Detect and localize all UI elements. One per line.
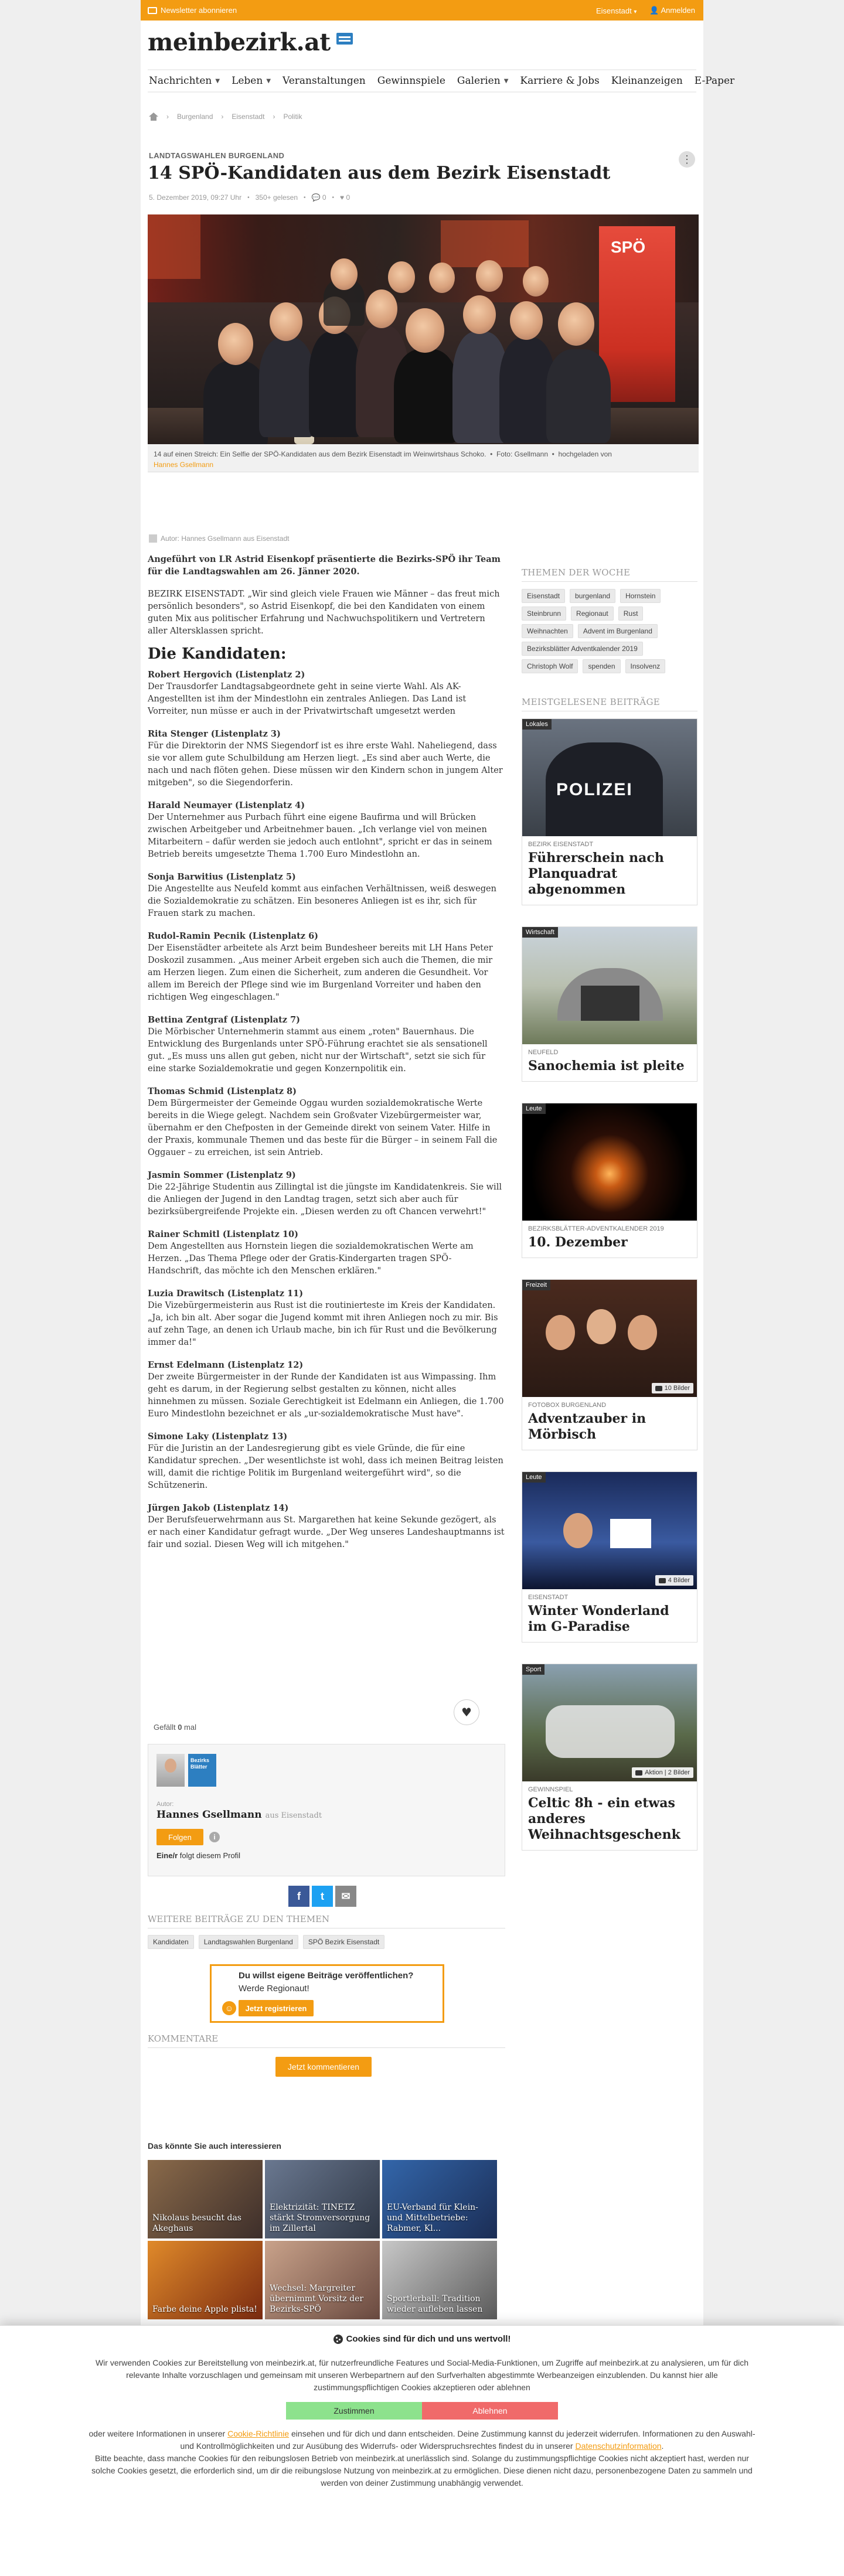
candidate-name: Bettina Zentgraf (Listenplatz 7) (148, 1015, 301, 1025)
cookie-text: Wir verwenden Cookies zur Bereitstellung von meinbezirk.at, für nutzerfreundliche Features und Social-Media-Funktionen, um Zugriffe auf meinbezirk.at zu analysieren, um für dich relevante Inhalte vorzuschlagen und gemeinsam mit unseren Werbepartnern auf den Surfverhalten abgestimmte Werbeanzeigen einzublenden. Du kannst hier alle zustimmungspflichtigen Cookies akzeptieren oder ablehnen (95, 2358, 749, 2392)
nav-item[interactable]: Nachrichten ▼ (149, 75, 220, 87)
comments-heading: KOMMENTARE (148, 2033, 505, 2048)
hero-image[interactable] (148, 214, 699, 444)
logo-badge-icon (336, 33, 353, 45)
promo-question: Du willst eigene Beiträge veröffentlichen? (239, 1971, 414, 1981)
breadcrumb-item[interactable]: Burgenland (177, 113, 213, 121)
likes-text: Gefällt 0 mal (154, 1723, 196, 1732)
candidate-name: Harald Neumayer (Listenplatz 4) (148, 800, 305, 810)
theme-tag[interactable]: Insolvenz (625, 659, 666, 673)
uploader-link[interactable]: Hannes Gsellmann (154, 461, 214, 469)
candidate-text: Dem Angestellten aus Hornstein liegen die sozialdemokratischen Werte am Herzen. „Das Thema Pflege oder der Gratis-Kindergarten tragen SPÖ-Handschrift, das möchte ich den Menschen erklären." (148, 1242, 474, 1276)
candidate-name: Robert Hergovich (Listenplatz 2) (148, 670, 305, 680)
candidate-name: Simone Laky (Listenplatz 13) (148, 1432, 288, 1442)
theme-tag[interactable]: Advent im Burgenland (578, 624, 658, 638)
follow-button[interactable]: Folgen (156, 1829, 203, 1845)
smiley-icon: ☺ (222, 2001, 236, 2015)
card-kicker: FOTOBOX BURGENLAND (528, 1402, 607, 1409)
article-section[interactable]: LANDTAGSWAHLEN BURGENLAND (149, 151, 285, 160)
candidate-name: Jasmin Sommer (Listenplatz 9) (148, 1170, 296, 1180)
bezirksblaetter-logo: Bezirks Blätter (188, 1754, 216, 1787)
theme-tag[interactable]: Rust (618, 606, 644, 621)
theme-tag[interactable]: Eisenstadt (522, 589, 565, 603)
cookie-policy-link[interactable]: Cookie-Richtlinie (227, 2429, 290, 2438)
card-title: Winter Wonderland im G-Paradise (528, 1603, 669, 1634)
logo[interactable] (148, 28, 353, 56)
themes-tags (522, 589, 697, 673)
breadcrumb-item[interactable]: Eisenstadt (232, 113, 265, 121)
mail-icon (148, 7, 157, 14)
most-read-heading: MEISTGELESENE BEITRÄGE (522, 697, 697, 711)
card-kicker: EISENSTADT (528, 1594, 569, 1601)
candidate-item (148, 1430, 505, 1492)
article-intro: BEZIRK EISENSTADT. „Wir sind gleich viele Frauen wie Männer – das freut mich persönlich besonders", so Astrid Eisenkopf, die bei den Kandidaten von einem guten Mix aus politischer Erfahrung und Nachwuchspolitikern und Vertretern aller Altersklassen spricht. (148, 590, 500, 636)
caret-down-icon: ▼ (266, 77, 271, 84)
interest-tile[interactable]: EU-Verband für Klein- und Mittelbetriebe: Rabmer, Kl... (382, 2160, 497, 2238)
candidate-item (148, 728, 505, 789)
share-buttons (288, 1886, 356, 1907)
interest-grid (148, 2160, 499, 2319)
candidate-text: Die 22-Jährige Studentin aus Zillingtal ist die jüngste im Kandidatenkreis. Sie will die Anliegen der Jugend in den Landtag tragen, setzt sich aber auch für bezirksübergreifende Projekte ein. „Diesen werden zu oft Chancen verwehrt!" (148, 1183, 502, 1217)
candidate-text: Die Vizebürgermeisterin aus Rust ist die routinierteste im Kreis der Kandidaten. „Ja, ich bin alt. Aber sogar die Jugend kommt mit ihren Anliegen noch zu mir. Bis auf zehn Tage, an denen ich Urlaub mache, bin ich für Rust und die Bevölkerung immer da!" (148, 1301, 498, 1347)
themes-heading: THEMEN DER WOCHE (522, 567, 697, 582)
main-nav (148, 69, 735, 93)
card-category: Freizeit (522, 1280, 550, 1290)
candidate-text: Der Berufsfeuerwehrmann aus St. Margarethen hat keine Sekunde gezögert, als er nach einer Kandidatur gefragt wurde. „Der Weg unseres Landeshauptmanns ist fair und sozial. Diesen Weg will ich mitgehen." (148, 1515, 505, 1549)
theme-tag[interactable]: Hornstein (620, 589, 661, 603)
card-kicker: GEWINNSPIEL (528, 1786, 573, 1793)
author-avatar-icon (149, 534, 157, 543)
theme-tag[interactable]: Bezirksblätter Adventkalender 2019 (522, 642, 643, 656)
breadcrumb: › Burgenland › Eisenstadt › Politik (149, 113, 302, 121)
interest-heading: Das könnte Sie auch interessieren (148, 2141, 281, 2151)
camera-icon (655, 1386, 662, 1391)
login-link[interactable]: 👤 Anmelden (649, 6, 695, 15)
info-icon[interactable]: i (209, 1832, 220, 1842)
candidate-text: Für die Direktorin der NMS Siegendorf ist es ihre erste Wahl. Naheliegend, dass sie vor allem gute Schulbildung am Herzen liegt. „Es sind aber auch Werte, die nach und nach flöten gehen. Diese müssen wir den Kindern schon in jungem Alter mitgeben", so die Siegendorferin. (148, 741, 503, 788)
hero-banner-text: SPÖ (611, 238, 646, 256)
twitter-icon[interactable]: t (312, 1886, 333, 1907)
police-sign: POLIZEI (556, 780, 633, 799)
cookie-banner (0, 2325, 844, 2576)
regionaut-promo (210, 1964, 444, 2023)
candidate-item (148, 799, 505, 861)
article-lead: Angeführt von LR Astrid Eisenkopf präsentierte die Bezirks-SPÖ ihr Team für die Landtagswahlen am 26. Jänner 2020. (148, 554, 501, 577)
home-icon[interactable] (149, 113, 158, 121)
cookie-title: Cookies sind für dich und uns wertvoll! (0, 2334, 844, 2344)
card-category: Sport (522, 1664, 544, 1675)
avatar[interactable] (156, 1754, 185, 1787)
register-button[interactable]: Jetzt registrieren (239, 2000, 314, 2016)
camera-icon (659, 1578, 666, 1583)
logo-text: meinbezirk.at (148, 28, 331, 56)
caret-down-icon: ▾ (634, 8, 637, 15)
theme-tag[interactable]: Weihnachten (522, 624, 573, 638)
card-kicker: BEZIRK EISENSTADT (528, 841, 594, 848)
page (141, 0, 735, 2576)
cookie-icon (333, 2335, 343, 2344)
photo-count: 10 Bilder (652, 1383, 693, 1393)
facebook-icon[interactable]: f (288, 1886, 309, 1907)
candidate-item (148, 1502, 505, 1551)
candidate-text: Der Eisenstädter arbeitete als Arzt beim Bundesheer bereits mit LH Hans Peter Doskozil zusammen. „Aus meiner Arbeit ergeben sich auch die Themen, die mir am Herzen liegen. Zum einen die Sicherheit, zum anderen die Gesundheit. Vor allem im Bereich der Pflege sind wie im Burgenland Vorreiter und haben den richtigen Weg eingeschlagen." (148, 943, 493, 1002)
card-title: 10. Dezember (528, 1235, 628, 1250)
candidate-text: Für die Juristin an der Landesregierung gibt es viele Gründe, die für eine Kandidatur sprechen. „Der wesentlichste ist wohl, dass ich meinen Beitrag leisten will, damit die richtige Politik im Burgenland weitergeführt wird", so die Schützenerin. (148, 1444, 503, 1490)
candidate-item (148, 930, 505, 1004)
privacy-link[interactable]: Datenschutzinformation (575, 2441, 662, 2451)
most-read-card[interactable] (522, 1664, 697, 1851)
author-line[interactable]: Autor: Hannes Gsellmann aus Eisenstadt (149, 534, 289, 543)
comment-count[interactable]: 💬 0 (311, 193, 326, 202)
article-meta: 5. Dezember 2019, 09:27 Uhr • 350+ gelesen • 💬 0 • ♥ 0 (149, 193, 350, 202)
author-name[interactable]: Hannes Gsellmann aus Eisenstadt (156, 1809, 322, 1821)
theme-tag[interactable]: Steinbrunn (522, 606, 566, 621)
cookie-reject-button[interactable]: Ablehnen (422, 2402, 558, 2420)
candidate-name: Jürgen Jakob (Listenplatz 14) (148, 1503, 289, 1513)
card-category: Lokales (522, 719, 552, 730)
candidate-name: Rudol-Ramin Pecnik (Listenplatz 6) (148, 931, 319, 941)
nav-item[interactable]: Karriere & Jobs (520, 75, 600, 87)
candidate-text: Die Angestellte aus Neufeld kommt aus einfachen Verhältnissen, weiß deswegen die Sozialdemokratie zu schätzen. Ein besoneres Anliegen ist es ihr, sich für Frauen stark zu machen. (148, 884, 496, 918)
candidate-name: Luzia Drawitsch (Listenplatz 11) (148, 1289, 304, 1299)
author-box (148, 1744, 505, 1876)
card-category: Leute (522, 1103, 546, 1114)
candidate-text: Der Unternehmer aus Purbach führt eine eigene Baufirma und will Brücken zwischen Arbeitgeber und Arbeitnehmer bauen. „Ich verlange viel von meinen Mitarbeitern – dafür werden sie jedoch auch entlohnt", spricht er das in seinem Betrieb bereits umgesetzte Thema 1.700 Euro Mindestlohn an. (148, 813, 492, 859)
candidate-text: Die Mörbischer Unternehmerin stammt aus einem „roten" Bauernhaus. Die Entwicklung des Burgenlands unter SPÖ-Führung erachtet sie als sensationell gut. „Es muss uns allen gut geben, nicht nur der Wirtschaft", setzt sie sich für eine starke Sozialdemokratie und gegen Konzernpolitik ein. (148, 1027, 488, 1074)
breadcrumb-item[interactable]: Politik (283, 113, 302, 121)
nav-item[interactable]: Gewinnspiele (377, 75, 445, 87)
topic-tag[interactable]: SPÖ Bezirk Eisenstadt (303, 1935, 384, 1949)
card-title: Adventzauber in Mörbisch (528, 1411, 646, 1442)
card-kicker: BEZIRKSBLÄTTER-ADVENTKALENDER 2019 (528, 1225, 664, 1232)
candidate-item (148, 1085, 505, 1159)
candidate-name: Rainer Schmitl (Listenplatz 10) (148, 1229, 298, 1239)
sidebar (522, 567, 697, 1872)
interest-tile[interactable]: Wechsel: Margreiter übernimmt Vorsitz der Bezirks-SPÖ (265, 2241, 380, 2319)
candidate-item (148, 669, 505, 718)
region-selector[interactable]: Eisenstadt ▾ (596, 6, 637, 15)
camera-icon (635, 1770, 642, 1776)
candidate-item (148, 1287, 505, 1349)
card-title: Führerschein nach Planquadrat abgenommen (528, 850, 664, 897)
topic-tag[interactable]: Landtagswahlen Burgenland (199, 1935, 298, 1949)
candidate-item (148, 1359, 505, 1420)
nav-item[interactable]: E-Paper (694, 75, 735, 87)
caret-down-icon: ▼ (215, 77, 220, 84)
interest-tile[interactable]: Nikolaus besucht das Akeghaus (148, 2160, 263, 2238)
card-title: Sanochemia ist pleite (528, 1058, 685, 1074)
nav-item[interactable]: Galerien ▼ (457, 75, 509, 87)
more-topics-tags (148, 1935, 384, 1949)
like-count[interactable]: ♥ 0 (340, 193, 350, 202)
newsletter-label: Newsletter abonnieren (161, 6, 237, 15)
mail-share-icon[interactable]: ✉ (335, 1886, 356, 1907)
candidate-name: Thomas Schmid (Listenplatz 8) (148, 1086, 297, 1096)
candidates-heading: Die Kandidaten: (148, 645, 287, 663)
card-category: Wirtschaft (522, 927, 558, 938)
theme-tag[interactable]: Regionaut (571, 606, 614, 621)
cookie-accept-button[interactable]: Zustimmen (286, 2402, 422, 2420)
candidate-list (148, 669, 505, 1551)
interest-tile[interactable]: Farbe deine Apple plista! (148, 2241, 263, 2319)
cookie-info-text: oder weitere Informationen in unserer Cookie-Richtlinie einsehen und für dich und dann entscheiden. Deine Zustimmung kannst du jederzeit widerrufen. Informationen zu den Auswahl- und Kontrollmöglichkeiten und zur Ausübung des Widerrufs- oder Widerspruchsrechtes findest du in unserer Datenschutzinformation. Bitte beachte, dass manche Cookies für den reibungslosen Betrieb von meinbezirk.at unerlässlich sind. Solange du zustimmungspflichtige Cookies nicht akzeptiert hast, werden nur solche Cookies gesetzt, die erforderlich sind, um dir die reibungslose Nutzung von meinbezirk.at zu ermöglichen. Diese dienen nicht dazu, personenbezogene Daten zu sammeln und werden von deiner Zustimmung unabhängig verwendet. (89, 2429, 755, 2488)
newsletter-link[interactable] (148, 6, 237, 15)
author-label: Autor: (156, 1801, 174, 1808)
theme-tag[interactable]: Christoph Wolf (522, 659, 578, 673)
most-read-card[interactable] (522, 1103, 697, 1258)
article-title: 14 SPÖ-Kandidaten aus dem Bezirk Eisenstadt (148, 163, 611, 183)
most-read-card[interactable] (522, 718, 697, 905)
card-title: Celtic 8h - ein etwas anderes Weihnachtsgeschenk (528, 1795, 680, 1842)
photo-credit: Foto: Gsellmann (496, 450, 548, 458)
more-topics-heading: WEITERE BEITRÄGE ZU DEN THEMEN (148, 1914, 505, 1928)
nav-item[interactable]: Veranstaltungen (283, 75, 366, 87)
caret-down-icon: ▼ (503, 77, 509, 84)
candidate-name: Ernst Edelmann (Listenplatz 12) (148, 1360, 304, 1370)
candidate-text: Dem Bürgermeister der Gemeinde Oggau wurden sozialdemokratische Werte bereits in die Wiege gelegt. Nachdem sein Großvater Vizebürgermeister war, übernahm er den Chefposten in der Gemeinde direkt von seinem Vater. Hilfe in der Praxis, kommunale Themen und das beste für die Bürger – in seinem Fall die Oggauer – zu erreichen, ist sein Antrieb. (148, 1099, 498, 1157)
card-kicker: NEUFELD (528, 1049, 559, 1056)
candidate-text: Der zweite Bürgermeister in der Runde der Kandidaten ist aus Wimpassing. Ihm geht es darum, in der Regierung selbst gestalten zu können, nicht alles hinnehmen zu müssen. Soziale Gerechtigkeit ist Edelmann ein Anliegen, die 1.700 Euro Mindestlohn bezeichnet er als „ur-sozialdemokratische Must have". (148, 1372, 504, 1419)
topic-tag[interactable]: Kandidaten (148, 1935, 194, 1949)
more-options-icon[interactable]: ⋮ (679, 151, 695, 168)
candidate-text: Der Trausdorfer Landtagsabgeordnete geht in seine vierte Wahl. Als AK-Angestellten ist ihm der Mindestlohn ein zentrales Anliegen. Das Land ist Vorreiter, nun müsse er auch in der Privatwirtschaft umgesetzt werden (148, 682, 467, 716)
candidate-item (148, 1228, 505, 1277)
interest-tile[interactable]: Sportlerball: Tradition wieder aufleben lassen (382, 2241, 497, 2319)
most-read-card[interactable] (522, 1471, 697, 1643)
theme-tag[interactable]: spenden (583, 659, 620, 673)
followers-text: Eine/r folgt diesem Profil (156, 1851, 241, 1860)
theme-tag[interactable]: burgenland (570, 589, 615, 603)
most-read-card[interactable] (522, 926, 697, 1082)
read-count: 350+ gelesen (255, 193, 298, 202)
card-category: Leute (522, 1472, 546, 1483)
candidate-item (148, 1014, 505, 1075)
like-button[interactable]: ♥ (454, 1699, 479, 1725)
nav-item[interactable]: Kleinanzeigen (611, 75, 683, 87)
image-caption: 14 auf einen Streich: Ein Selfie der SPÖ-Kandidaten aus dem Bezirk Eisenstadt im Weinwirtshaus Schoko. • Foto: Gsellmann • hochgeladen von Hannes Gsellmann (148, 444, 699, 472)
candidate-name: Sonja Barwitius (Listenplatz 5) (148, 872, 296, 882)
most-read-card[interactable] (522, 1279, 697, 1450)
photo-count: 4 Bilder (655, 1575, 693, 1586)
interest-tile[interactable]: Elektrizität: TINETZ stärkt Stromversorgung im Zillertal (265, 2160, 380, 2238)
candidate-item (148, 1169, 505, 1218)
promo-sub: Werde Regionaut! (239, 1984, 309, 1994)
article-body (148, 553, 505, 1561)
article-date: 5. Dezember 2019, 09:27 Uhr (149, 193, 242, 202)
comment-button[interactable]: Jetzt kommentieren (275, 2057, 372, 2077)
candidate-name: Rita Stenger (Listenplatz 3) (148, 729, 281, 739)
top-bar (141, 0, 703, 21)
photo-count: Aktion | 2 Bilder (632, 1767, 693, 1778)
nav-item[interactable]: Leben ▼ (232, 75, 271, 87)
candidate-item (148, 871, 505, 920)
